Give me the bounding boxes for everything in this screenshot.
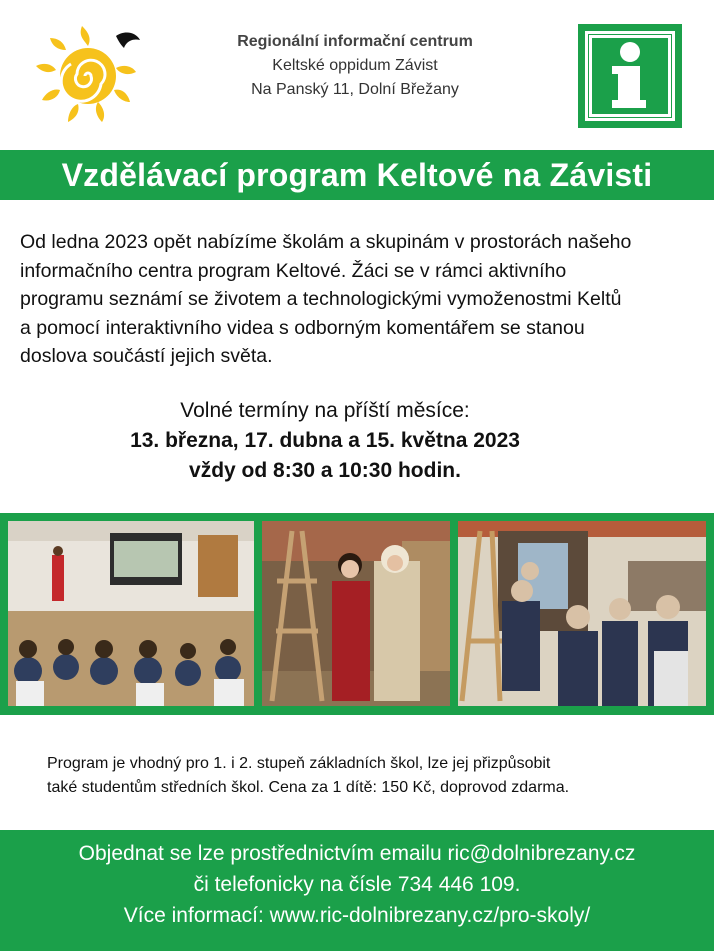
program-note <box>47 752 687 800</box>
photo-women-in-celtic-costumes <box>262 521 450 706</box>
footer-phone-line: či telefonicky na čísle 734 446 109. <box>193 873 521 896</box>
intro-line: programu seznámí se životem a technologickými vymoženostmi Keltů <box>20 288 622 310</box>
org-name: Regionální informační centrum <box>237 33 473 50</box>
note-line: také studentům středních škol. Cena za 1 dítě: 150 Kč, doprovod zdarma. <box>47 779 570 796</box>
note-line: Program je vhodný pro 1. i 2. stupeň základních škol, lze jej přizpůsobit <box>47 755 551 772</box>
photo-children-watching-video <box>8 521 254 706</box>
intro-line: informačního centra program Keltové. Žáci se v rámci aktivního <box>20 259 567 282</box>
intro-line: doslova součástí jejich světa. <box>20 345 273 367</box>
intro-paragraph <box>20 228 700 371</box>
photo-strip <box>0 513 714 715</box>
dates-times: vždy od 8:30 a 10:30 hodin. <box>189 459 461 482</box>
title-banner <box>0 150 714 200</box>
photo-children-at-loom <box>458 521 706 706</box>
header-contact-block <box>190 30 520 102</box>
page-title: Vzdělávací program Keltové na Závisti <box>61 157 653 193</box>
dates-list: 13. března, 17. dubna a 15. května 2023 <box>130 429 520 452</box>
intro-line: a pomocí interaktivního videa s odborným komentářem se stanou <box>20 316 585 339</box>
footer-website-line[interactable]: Více informací: www.ric-dolnibrezany.cz/pro-skoly/ <box>123 904 591 927</box>
dates-block <box>0 396 650 486</box>
contact-footer <box>0 830 714 951</box>
place-name: Keltské oppidum Závist <box>272 57 438 74</box>
intro-line: Od ledna 2023 opět nabízíme školám a skupinám v prostorách našeho <box>20 231 632 253</box>
footer-email-line[interactable]: Objednat se lze prostřednictvím emailu ric@dolnibrezany.cz <box>78 842 636 865</box>
sun-logo-icon <box>32 22 144 130</box>
info-icon <box>578 24 682 128</box>
address: Na Panský 11, Dolní Břežany <box>251 81 459 98</box>
dates-heading: Volné termíny na příští měsíce: <box>180 399 470 422</box>
